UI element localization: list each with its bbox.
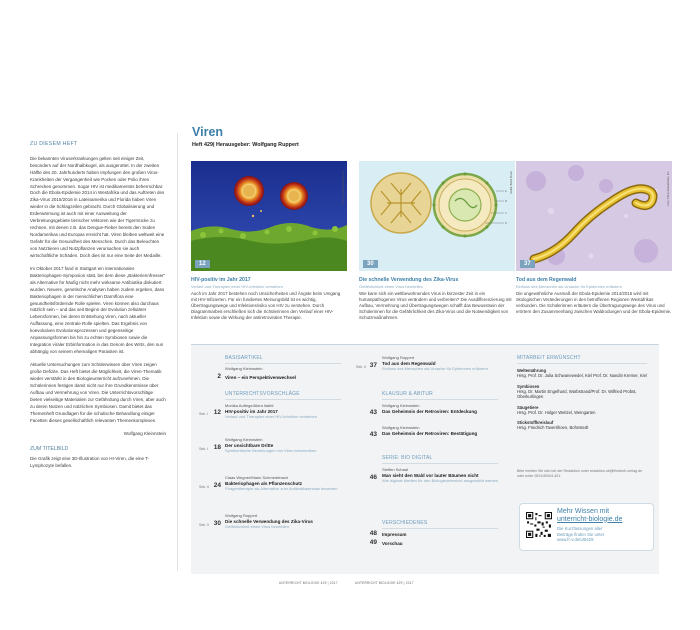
toc-title[interactable]: Das Geheimnis der Retroviren: Bestätigung (382, 431, 478, 436)
toc-author: Wolfgang Kleinnstein (225, 437, 263, 442)
advisory-editors: Hrsg. Prof. Dr. Holger Weitzel, Weingarten (517, 409, 596, 415)
page-subtitle: Heft 429| Herausgeber: Wolfgang Ruppert (192, 142, 299, 148)
toc-entry[interactable] (225, 403, 345, 419)
toc-author: Steffen Schaal (382, 467, 408, 472)
toc-entry[interactable] (382, 540, 403, 546)
qr-description (557, 526, 604, 543)
toc-title[interactable]: Die schnelle Verwendung des Zika-Virus (225, 519, 313, 524)
svg-text:M: M (505, 200, 507, 203)
advisory-editors: Hrsg. Prof. Dr. Julia Schwanewedel, Kiel Prof. Dr. Nandin Kremer, Kiel (517, 373, 647, 378)
toc-entry[interactable] (225, 374, 296, 380)
toc-page-number: 46 (369, 474, 377, 481)
article-card-ebola[interactable] (516, 161, 672, 315)
card-title[interactable]: HIV-positiv im Jahr 2017 (191, 277, 251, 283)
divider (225, 363, 341, 364)
qr-desc-line1: Die Kurzfassungen aller (557, 526, 603, 531)
card-page-number: 37 (520, 260, 535, 268)
svg-text:C: C (505, 212, 507, 215)
toc-level: Sek. II (356, 365, 367, 369)
toc-level: Sek. I (199, 447, 209, 451)
editorial-paragraph: Im Oktober 2017 fand in Stuttgart ein internationales Bakteriophagen-Symposion statt, bei dem diese „Bakteriennfresser“ als Alternative für häufig nicht mehr wirksame Antibiotika diskutiert wurden. Neuere, genetische Analysen haben zudem ergeben, dass Bakteriophagen in der menschlichen Darmflora eine gesundheitsfördernde Rolle spielen. Viren können also durchaus nützlich sein – und das seit Beginn der Evolution zellulärer Lebensformen, bei deren Entstehung Viren, nach aktueller Auffassung, eine zentrale Rolle spielten. Das Ergebnis von koevolutiven Evolutionsprozessen und gegenseitige Anpassungsformen bis hin zu echten Symbiosen sowie die Integration viraler Erbinformation in das Genom des Wirts, den nun abhängig von seinem ehemaligen Parasiten ist. (30, 266, 166, 354)
toc-page-number: 18 (213, 444, 221, 451)
toc-page-number: 43 (369, 431, 377, 438)
toc-level: Sek. II (199, 523, 210, 527)
qr-desc-line2: Beiträge finden Sie unter (557, 531, 605, 537)
section-basisartikel: BASISARTIKEL (225, 355, 263, 361)
toc-page-number: 2 (217, 373, 221, 380)
article-card-zika[interactable] (359, 161, 515, 321)
toc-entry[interactable] (382, 355, 502, 371)
toc-entry[interactable] (225, 475, 345, 491)
toc-page-number: 43 (369, 409, 377, 416)
advisory-editors: Hrsg. Dr. Martin Engelhard, Warbstrand/Prof. Dr. Wilfried Probst, Oberkurlingen (517, 388, 637, 400)
toc-author: Wolfgang Ruppert (382, 355, 415, 360)
toc-page-number: 30 (213, 520, 221, 527)
toc-entry[interactable] (382, 531, 407, 537)
column-divider (177, 133, 178, 571)
advisory-topic: Symbiosen (517, 383, 540, 389)
toc-entry[interactable] (382, 425, 502, 436)
toc-subtitle: Symbiontische Beziehungen von Viren beschreiben (225, 448, 317, 453)
image-credit: Grafik: BiVelt Pitsch (510, 171, 513, 194)
toc-subtitle: Gefährlichkeit eines Virus beurteilen (225, 524, 289, 529)
toc-entry[interactable] (225, 366, 263, 371)
section-bio-digital: SERIE: BIO DIGITAL (382, 455, 433, 461)
qr-promo-box[interactable] (519, 503, 654, 551)
toc-title[interactable]: Der unsichtbare Dritte (225, 443, 274, 448)
toc-subtitle: Einfluss des Menschen als Ursache für Epidemien erläutern (382, 366, 489, 371)
toc-entry[interactable] (225, 513, 345, 529)
card-description: Auch im Jahr 2017 bestehen noch Unsicherheiten und Ängste beim Umgang mit HIV-Infizierten. Für ein fundiertes Meinungsbild ist es wichtig, Übertragungswege und Infektionsrisiko von HIV zu verstehen. Durch Diagrammarbeit erschließen sich die Schülerinnen den Verlauf einer HIV-Infektion sowie die Wirkung der antiretroviralen Therapie. (191, 291, 341, 320)
editorial-paragraph: Die bekannten Viruserkrankungen gelten seit einiger Zeit, besonders auf der Nordhalbkugel, als ausgerottet. In der zweiten Hälfte des 20. Jahrhunderts haben Impfungen den großen Virus-Krankheiten der Vergangenheit wie Pocken oder Polio ihren Schrecken genommen. Sogar HIV ist medikamentös beherrschbar. Doch die Ebola-Epidemie 2014 in Westafrika und das Auftreten des Zika-Virus 2015/2016 in Lateinamerika und Florida haben Viren wieder in die Schlagzeilen gebracht. Durch Globalisierung und Erderwärmung ist auch mit einer Ausweitung der Verbreitungsgebiete tierischer Vektoren wie der Tigermücke zu rechnen, mit denen z.B. das Dengue-Fieber bereits den Süden Nordamerikas und Europas erreicht hat. Viren bleiben weltweit eine Gefahr für die Gesundheit des Menschen. Durch das Beleuchten von Nutztieren und Nutzpflanzen verursachen sie auch wirtschaftliche Schäden. Doch dies ist nur eine Seite der Medaille. (30, 155, 165, 258)
svg-text:E: E (505, 190, 507, 193)
section-unterrichtsvorschlaege: UNTERRICHTSVORSCHLÄGE (225, 391, 300, 397)
toc-title[interactable]: Impressum (382, 532, 407, 537)
toc-entry[interactable] (382, 467, 502, 483)
image-credit: Foto: Flo Zeinfeltner/Ernst-M. (342, 171, 345, 205)
card-subtitle: Einfluss des Menschen als Ursache für Epidemien erläutern (516, 284, 623, 289)
toc-entry[interactable] (225, 437, 345, 453)
toc-title[interactable]: Vorschau (382, 541, 403, 546)
image-credit: Foto: Photo Researchers, Inc. (667, 171, 670, 206)
card-title[interactable]: Tod aus dem Regenwald (516, 277, 577, 283)
divider (382, 399, 498, 400)
editorial-signature: Wolfgang Kleinnstein (123, 430, 166, 436)
zika-image (359, 161, 515, 271)
toc-author: Wolfgang Kleinnstein (225, 366, 263, 371)
card-page-number: 12 (195, 260, 210, 268)
toc-title[interactable]: Man sieht den Wald vor lauter Bäumen nicht (382, 473, 479, 478)
toc-author: Monika Auftege/Akira Ilakht (225, 403, 274, 408)
section-mitarbeit: MITARBEIT ERWÜNSCHT (517, 355, 581, 361)
toc-author: Claas Wegner/Mario Schmedebach (225, 475, 289, 480)
toc-level: Sek. I (199, 412, 209, 416)
cover-heading: ZUM TITELBILD (30, 445, 69, 452)
toc-page-number: 37 (369, 362, 377, 369)
toc-page-number: 48 (369, 530, 377, 537)
toc-subtitle: Verlauf und Therapien einer HIV-Infektion verstehen (225, 414, 317, 419)
section-klausur: KLAUSUR & ABITUR (382, 391, 433, 397)
qr-title-line1: Mehr Wissen mit (557, 508, 610, 515)
toc-page-number: 24 (213, 482, 221, 489)
qr-code-icon[interactable] (526, 512, 552, 538)
toc-author: Wolfgang Ruppert (225, 513, 258, 518)
divider (382, 463, 498, 464)
advisory-topic: Weltemährung (517, 368, 547, 373)
advisory-topic: Säugetiere (517, 404, 539, 410)
editorial-column (30, 141, 166, 476)
toc-entry[interactable] (382, 403, 502, 414)
toc-level: Sek. II (199, 485, 210, 489)
divider (382, 528, 498, 529)
toc-subtitle: Phagentherapie als Alternative zum Antibiotikaeinsatz bewerten (225, 486, 338, 491)
toc-title[interactable]: HIV-positiv im Jahr 2017 (225, 409, 278, 414)
qr-title (557, 508, 622, 523)
footer-right: UNTERRICHT BIOLOGIE 429 | 2017 (355, 581, 414, 585)
advisory-topic: Stickstoffkreislauf (517, 420, 554, 426)
advisory-list (517, 363, 653, 431)
toc-page-number: 12 (213, 409, 221, 416)
card-subtitle: Verlauf und Therapien einer HIV-Infektion verstehen (191, 284, 283, 289)
divider (225, 399, 341, 400)
footer-left: UNTERRICHT BIOLOGIE 429 | 2017 (279, 581, 338, 585)
hiv-image (191, 161, 347, 271)
card-title[interactable]: Die schnelle Verwendung des Zika-Virus (359, 277, 459, 283)
toc-title[interactable]: Tod aus dem Regenwald (382, 361, 436, 366)
toc-title[interactable]: Bakteriophagen als Pflanzenschutz (225, 481, 303, 486)
cover-text: Die Grafik zeigt eine 3D-Illustration von HI-Viren, die eine T-Lymphozyte befallen. (30, 455, 150, 468)
toc-page-number: 49 (369, 539, 377, 546)
ebola-image (516, 161, 672, 271)
toc-author: Wolfgang Kleinnstein (382, 403, 420, 408)
advisory-editors: Hrsg. Friedrich Tavertihoen, Bohnstedt (517, 425, 589, 431)
toc-subtitle: Wie digitale Medien für den Biologieunterricht ausgewählt werden (382, 478, 499, 483)
editorial-heading: ZU DIESEM HEFT (30, 141, 78, 147)
qr-desc-link[interactable]: www.fr-v.de/UB429 (557, 537, 594, 543)
toc-title[interactable]: Das Geheimnis der Retroviren: Entdeckung (382, 409, 477, 414)
advisory-contact: Bitte melden Sie sich bei der Redaktion unter redaktion.ub@friedrich-verlag.de oder unter 0511/40004-401. (517, 469, 643, 478)
svg-text:R: R (505, 222, 507, 225)
toc-author: Wolfgang Kleinnstein (382, 425, 420, 430)
card-description: Die ungewöhnliche Ausmaß der Ebola-Epidemie 2014/2015 wird mit ökologischen Veränderungen in den betroffenen Regionen Westafrikas verbunden. Die Schülerinnen erläutern die Übertragungswege des Virus und erörtern den Zusammenhang zwischen Waldrodungen und der Ebola-Epidemie. (516, 291, 672, 314)
section-verschiedenes: VERSCHIEDENES (382, 520, 428, 526)
card-description: Wie kann sich ein weltbewohnendes Virus in kürzester Zeit in ein humanpathogenes Virus verändern und verbreiten? Die Ausdifferenzierung mit Aufbau, Vermehrung und Übertragungswegen schafft das Bewusstsein der Schülerinnen für die Gefährlichkeit des Zika-Virus und die Notwendigkeit von Schutzmaßnahmen. (359, 291, 512, 320)
qr-title-line2: unterricht-biologie.de (557, 515, 623, 523)
editorial-paragraph: Aktuelle Untersuchungen zum Schülerwissen über Viren zeigen große Defizite. Das Heft bietet die Möglichkeit, die Viren-Thematik wieder verstärkt in den Biologieunterricht aufzunehmen. Die Schülerinnen festigen damit nicht nur ihre Grundkenntnisse über Aufbau und Vermehrung von Viren. Die Unterrichtsvorschläge bieten vielseitige Materialien zur Gefährdung durch Viren, aber auch zu deren Nutzen und nützlichen Symbiosen. Damit bietet das Themenheft Grundlagen für die schulische Behandlung einiger Facetten dieses gesellschaftlich relevanten Themenkomplexes. (30, 362, 166, 423)
card-subtitle: Gefährlichkeit eines Virus beurteilen (359, 284, 423, 289)
card-page-number: 30 (363, 260, 378, 268)
toc-title[interactable]: Viren – ein Perspektivenwechsel (225, 375, 296, 380)
page-title: Viren (192, 125, 224, 139)
article-card-hiv[interactable] (191, 161, 347, 321)
